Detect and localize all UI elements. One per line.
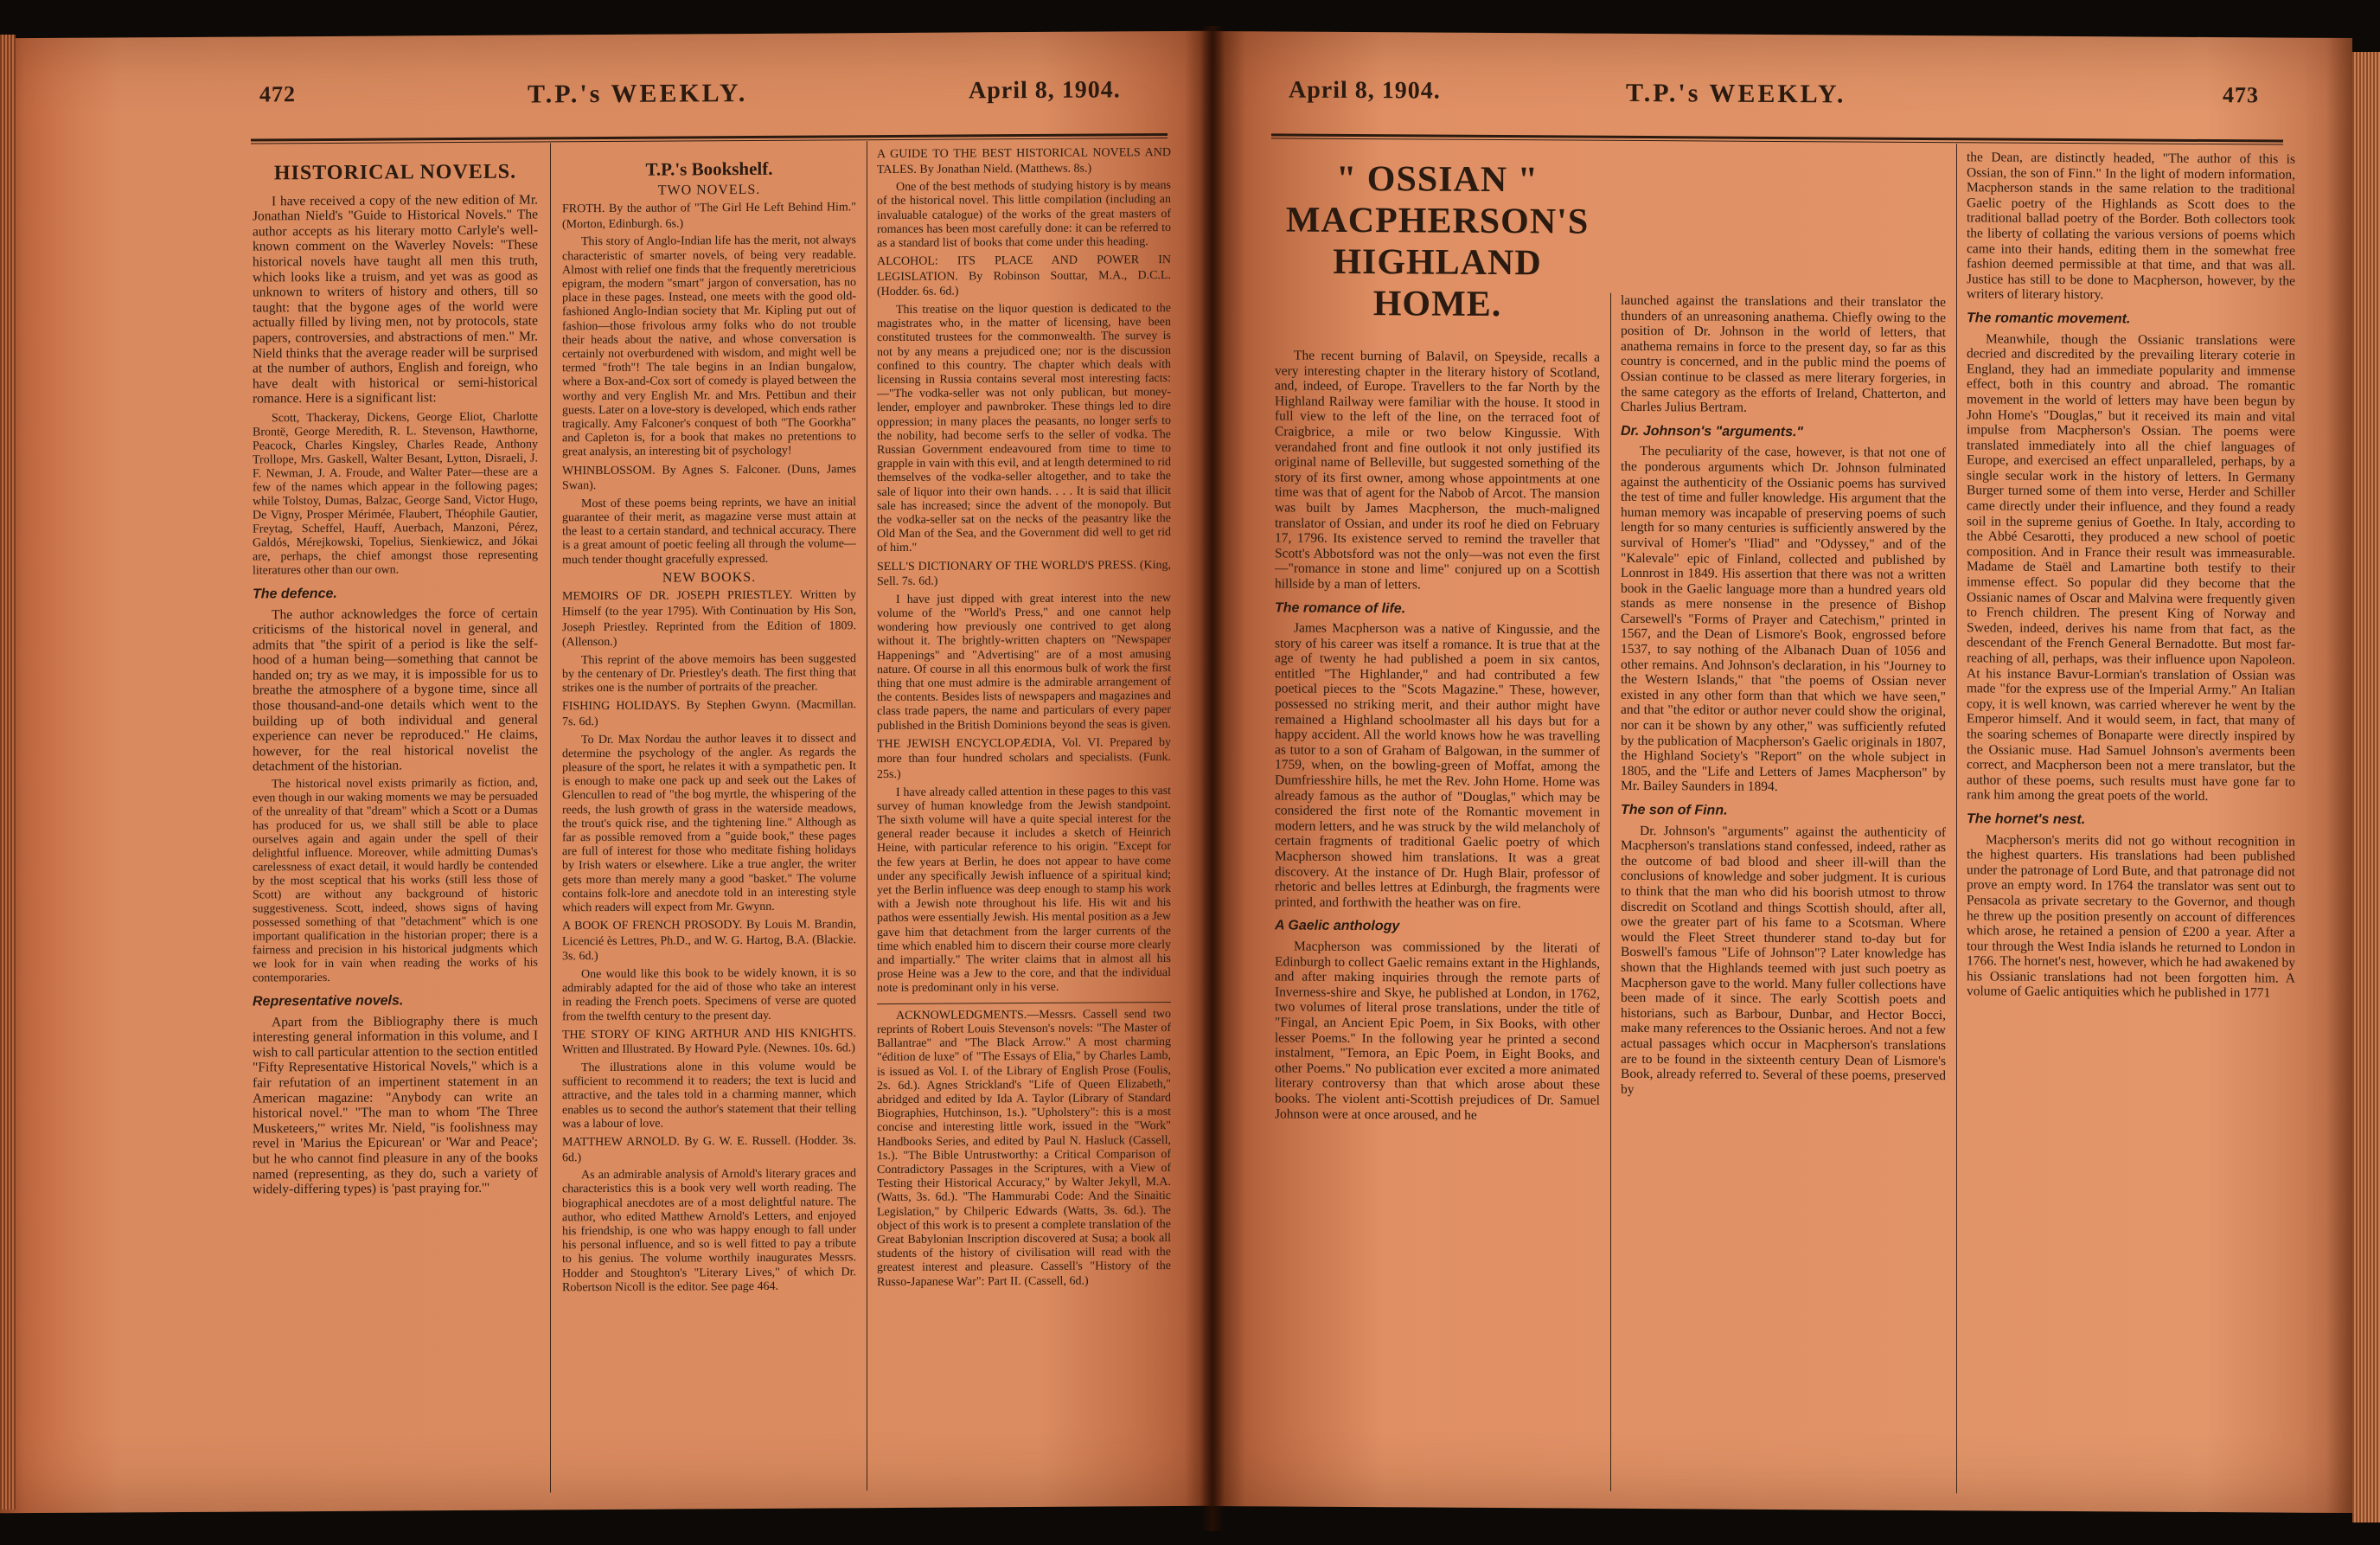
book-review: To Dr. Max Nordau the author leaves it to dissect and determine the psychology of the angler. As regards the pleasure of the sport, he relates it with a sympathetic pen. It is enough to make one pack up and seek out the Lakes of Glencullen to read of "the bog myrtle, the whispering of the reeds, the lush growth of grass in the waterside meadows, the trout's quick rise, and the tightening line." Although as far as possible removed from a "guide book," these pages are full of interest for those who meditate fishing holidays by Irish waters or elsewhere. Like a true angler, the writer gets more than merely many a good "basket." The volume contains folk-lore and anecdote told in an interesting style which readers will expect from Mr. Gwynn. (562, 731, 856, 915)
left-page (0, 31, 1211, 1514)
paragraph: The peculiarity of the case, however, is that not one of the ponderous arguments which Dr. Johnson fulminated against the authenticity of the Ossianic poems has survived the test of time and fuller knowledge. His argument that the human memory was incapable of preserving poems of such length for so many centuries is sufficiently answered by the survival of Homer's "Iliad" and "Odyssey," and of the "Kalevale" epic of Finland, collected and published by Lonnrost in 1849. His assertion that there was not a written book in the Gaelic language more than a hundred years old stands as mere nonsense in the presence of Bishop Carsewell's "Forms of Prayer and Catechism," printed in 1567, and the Dean of Lismore's Book, engrossed before 1537, to say nothing of the Albanach Duan of 1056 and other remains. And Johnson's declaration, in his "Journey to the Western Islands," that "the poems of Ossian never existed in any other form than that which we have seen," and that "the editor or author never could show the original, nor can it be shown by any other," was sufficiently refuted by the publication of Macpherson's Gaelic originals in 1807, the Highland Society's "Report" on the whole subject in 1805, and the "Life and Letters of James Macpherson" by Mr. Bailey Saunders in 1894. (1621, 444, 1946, 795)
column-historical-novels (253, 149, 538, 1500)
column-ossian-1 (1275, 145, 1600, 1497)
book-review: This story of Anglo-Indian life has the merit, not always characteristic of smarter novels, of being very readable. Almost with relief one finds that the frequently meretricious epigram, the modern "smart" jargon of conversation, has no place in these pages. Instead, one meets with the good old-fashioned Anglo-Indian society that Mr. Kipling put out of fashion—those frivolous army folks who do not trouble their heads about the native, and whose conversation is certainly not overburdened with wisdom, and might well be termed "froth"! The tale begins in an Indian bungalow, where a Box-and-Cox sort of comedy is played between the worthy and very English Mr. and Mrs. Pettibun and their guests. Later on a love-story is developed, which ends rather tragically. Amy Falconer's conquest of both "The Goorkha" and Capleton is, for a book that makes no pretentions to great analysis, an interesting bit of psychology! (562, 234, 856, 459)
book-edge-left (0, 35, 16, 1510)
paragraph: launched against the translations and their translator the thunders of an unreasoning anathema. Chiefly owing to the position of Dr. Johnson in the world of letters, that anathema remains in force to the present day, so far as this country is concerned, and in the public mind the poems of Ossian continue to be classed as mere literary forgeries, in the same category as the efforts of Ireland, Chatterton, and Charles Julius Bertram. (1621, 292, 1946, 415)
paragraph: I have received a copy of the new edition of Mr. Jonathan Nield's "Guide to Historical Novels." The author accepts as his literary motto Carlyle's well-known comment on the Waverley Novels: "These historical novels have taught all men this truth, which looks like a truism, and yet was as good as unknown to writers of history and others, till so taught: that the bygone ages of the world were actually filled by living men, not by protocols, state papers, controversies, and abstractions of men." Mr. Nield thinks that the average reader will be surprised at the number of authors, English and foreign, who have dealt with historical or semi-historical romance. Here is a significant list: (253, 192, 538, 407)
page-number-left: 472 (259, 81, 296, 107)
book-review: I have already called attention in these pages to this vast survey of human knowledge from the Jewish standpoint. The sixth volume will have a quite special interest for the general reader because it includes a sketch of Heinrich Heine, with particular reference to his origin. "Except for the few years at Berlin, he does not appear to have come under any specifically Jewish influence of a spiritual kind; yet the Berlin influence was deep enough to stamp his work with a Jewish note throughout his life. His wit and his pathos were essentially Jewish. His mental position as a Jew gave him that detachment from the larger currents of the time which enabled him to discern their course more clearly and impartially." The writer claims that in almost all his prose Heine was a Jew to the core, and that the individual note is predominant only in his verse. (877, 784, 1171, 996)
book-review: The illustrations alone in this volume would be sufficient to recommend it to readers; the text is lucid and attractive, and the tales told in a charming manner, which enables us to second the author's statement that their telling was a labour of love. (562, 1060, 856, 1132)
book-review: As an admirable analysis of Arnold's literary graces and characteristics this is a book very well worth reading. The biographical anecdotes are of a most delightful nature. The author, who edited Matthew Arnold's Letters, and enjoyed his friendship, is one who was happy enough to fall under his personal influence, and so is well fitted to pay a tribute to his genius. The volume worthily inaugurates Messrs. Hodder and Stoughton's "Literary Lives," of which Dr. Robertson Nicoll is the editor. See page 464. (562, 1167, 856, 1295)
book-entry-title: A BOOK OF FRENCH PROSODY. By Louis M. Brandin, Licencié ès Lettres, Ph.D., and W. G. Hartog, B.A. (Blackie. 3s. 6d.) (562, 918, 856, 964)
page-number-right: 473 (2223, 82, 2259, 108)
article-title: HISTORICAL NOVELS. (273, 160, 517, 185)
column-bookshelf (562, 147, 856, 1498)
publication-name-left: T.P.'s WEEKLY. (528, 78, 748, 109)
book-entry-title: ALCOHOL: ITS PLACE AND POWER IN LEGISLATION. By Robinson Souttar, M.A., D.C.L. (Hodder. 6s. 6d.) (877, 253, 1171, 299)
subheading-romance-of-life: The romance of life. (1275, 599, 1406, 616)
paragraph: Macpherson was commissioned by the literati of Edinburgh to collect Gaelic remains extant in the Highlands, and after making inquiries through the remote parts of Inverness-shire and Skye, he published at London, in 1762, two volumes of literal prose translations, under the title of "Fingal, an Ancient Epic Poem, in Six Books, with other lesser Poems." In the following year he printed a second instalment, "Temora, an Epic Poem, in Eight Books, and other Poems." No publication ever excited a more animated literary controversy than that which arose about these books. The violent anti-Scottish prejudices of Dr. Samuel Johnson were at once aroused, and he (1275, 939, 1600, 1123)
subheading-romantic-movement: The romantic movement. (1967, 311, 2131, 327)
book-entry-title: THE JEWISH ENCYCLOPÆDIA, Vol. VI. Prepared by more than four hundred scholars and specialists. (Funk. 25s.) (877, 735, 1171, 782)
book-entry-title: FROTH. By the author of "The Girl He Left Behind Him." (Morton, Edinburgh. 6s.) (562, 201, 856, 232)
column-rule (1956, 144, 1957, 1493)
section-heading-two-novels: TWO NOVELS. (657, 182, 761, 198)
paragraph: Macpherson's merits did not go without recognition in the highest quarters. His translations had been published under the patronage of Lord Bute, and that patronage did not prove an empty word. In 1764 the translator was sent out to Pensacola as private secretary to the Governor, and though he threw up the position presently on account of differences which arose, he retained a pension of £200 a year. After a tour through the West India islands he returned to London in 1766. The hornet's nest, however, which he had awakened by his Ossianic translations had not been forgotten him. A volume of Gaelic antiquities which he published in 1771 (1967, 831, 2295, 1001)
column-ossian-2 (1621, 293, 1946, 1497)
subheading-representative-novels: Representative novels. (253, 993, 404, 1010)
acknowledgments: ACKNOWLEDGMENTS.—Messrs. Cassell send two reprints of Robert Louis Stevenson's novels: "The Master of Ballantrae" and "The Black Arrow." A most charming "édition de luxe" of "The Essays of Elia," by Charles Lamb, is issued as Vol. I. of the Library of English Prose (Foulis, 2s. 6d.). Agnes Strickland's "Life of Queen Elizabeth," abridged and edited by Ida A. Taylor (Library of Standard Biographies, Hutchinson, 1s.). "Upholstery": this is a most concise and interesting little work, issued in the "Work" Handbooks Series, and edited by Paul N. Hasluck (Cassell, 1s.). "The Bible Untrustworthy: a Critical Comparison of Contradictory Passages in the Scriptures, with a View of Testing their Historical Accuracy," by Walter Jekyll, M.A. (Watts, 3s. 6d.). "The Hammurabi Code: And the Sinaitic Legislation," by Chilperic Edwards (Watts, 3s. 6d.). The object of this work is to present a complete translation of the Great Babylonian Inscription discovered at Susa; a book all students of the history of civilisation will read with the greatest interest and pleasure. Cassell's "History of the Russo-Japanese War": Part II. (Cassell, 6d.) (877, 1002, 1171, 1290)
publication-name-right: T.P.'s WEEKLY. (1626, 78, 1846, 109)
book-edge-right (2352, 52, 2380, 1523)
right-page (1211, 31, 2352, 1513)
book-entry-title: SELL'S DICTIONARY OF THE WORLD'S PRESS. (King, Sell. 7s. 6d.) (877, 558, 1171, 589)
subheading-gaelic-anthology: A Gaelic anthology (1275, 918, 1400, 934)
paragraph: the Dean, are distinctly headed, "The author of this is Ossian, the son of Finn." In the light of modern information, Macpherson stands in the same relation to the traditional Gaelic poetry of the Highlands as Scott does to the traditional ballad poetry of the Border. Both collectors took the liberty of collating the various versions of poems which came into their hands, editing them in the somewhat free fashion deemed permissible at that time, and that was all. Justice has still to be done to Macpherson, however, by the writers of literary history. (1967, 150, 2295, 303)
book-review: One would like this book to be widely known, it is so admirably adapted for the aid of those who take an interest in reading the French poets. Specimens of verse are quoted from the twelfth century to the present day. (562, 966, 856, 1023)
paragraph: The historical novel exists primarily as fiction, and, even though in our waking moments we may be persuaded of the unreality of that "dream" which a Scott or a Dumas has produced for us, we shall still be able to place ourselves again and again under the spell of their delightful influence. Moreover, while admitting Dumas's carelessness of exact detail, it would hardly be contended by the most sceptical that his works (still less those of Scott) are without any background of historic suggestiveness. Scott, indeed, shows signs of having possessed something of that "detachment" which is one important qualification in the historian proper; there is a fairness and precision in his historical judgments which we look for in vain when reading the works of his contemporaries. (253, 776, 538, 985)
article-title-ossian: " OSSIAN " MACPHERSON'S HIGHLAND HOME. (1285, 158, 1590, 325)
subheading-johnsons-arguments: Dr. Johnson's "arguments." (1621, 423, 1804, 439)
book-entry-title: THE STORY OF KING ARTHUR AND HIS KNIGHTS. Written and Illustrated. By Howard Pyle. (Newnes. 10s. 6d.) (562, 1027, 856, 1057)
paragraph: James Macpherson was a native of Kingussie, and the story of his career was itself a romance. It is true that at the age of twenty he had published a poem in six cantos, entitled "The Highlander," and had contributed a few poetical pieces to the "Scots Magazine." These, however, possessed no striking merit, and their author might have remained a Highland schoolmaster all his days but for a happy accident. All the world knows how he was travelling as tutor to a son of Graham of Balgowan, in the summer of 1759, when, on the bowling-green of Moffat, among the Dumfriesshire hills, he met the Rev. John Home. Home was already famous as the author of "Douglas," which may be considered the first note of the Romantic movement in modern letters, and he was struck by the wild melancholy of certain fragments of traditional Gaelic poetry of which Macpherson showed him translations. It was a great discovery. At the instance of Dr. Hugh Blair, professor of rhetoric and belles lettres at Edinburgh, the fragments were printed, and forthwith the heather was on fire. (1275, 620, 1600, 911)
subheading-son-of-finn: The son of Finn. (1621, 802, 1728, 818)
book-gutter (1200, 26, 1225, 1531)
book-entry-title: WHINBLOSSOM. By Agnes S. Falconer. (Duns, James Swan). (562, 462, 856, 493)
section-heading-new-books: NEW BOOKS. (662, 569, 757, 586)
column-rule (1610, 293, 1611, 1491)
book-entry-title: FISHING HOLIDAYS. By Stephen Gwynn. (Macmillan. 7s. 6d.) (562, 698, 856, 729)
author-list: Scott, Thackeray, Dickens, George Eliot, Charlotte Brontë, George Meredith, R. L. Stevenson, Hawthorne, Peacock, Charles Kingsley, Charles Reade, Anthony Trollope, Mrs. Gaskell, Walter Besant, Lytton, Disraeli, J. F. Newman, J. A. Froude, and Walter Pater—these are a few of the names which appear in the following pages; while Tolstoy, Dumas, Balzac, George Sand, Victor Hugo, De Vigny, Prosper Mérimée, Flaubert, Théophile Gautier, Freytag, Scheffel, Hauff, Auerbach, Manzoni, Pérez, Galdós, Mérejkowski, Topelius, Sienkiewicz, and Jókai are, perhaps, the chief amongst those representing literatures other than our own. (253, 410, 538, 578)
book-review: Most of these poems being reprints, we have an initial guarantee of their merit, as magazine verse must attain at the least to a certain standard, and technical accuracy. There is a great amount of poetic feeling all through the volume—much tender thought gracefully expressed. (562, 496, 856, 567)
issue-date-right: April 8, 1904. (1289, 76, 1441, 105)
subheading-defence: The defence. (253, 586, 337, 602)
paragraph: The recent burning of Balavil, on Speyside, recalls a very interesting chapter in the literary history of Scotland, and, indeed, of Europe. Travellers to the far North by the Highland Railway were familiar with the house. It stood in full view to the left of the line, on the terraced foot of Craigbrice, a mile or two below Kingussie. With verandahed front and fine outlook it not only justified its original name of Belleville, but suggested something of the story of its first owner, among whose appointments at one time was that of agent for the Nabob of Arcot. The mansion was built by James Macpherson, the much-maligned translator of Ossian, and under its roof he died on February 17, 1796. Its existence served to remind the traveller that Scott's Abbotsford was not the only—was not even the first—"romance in stone and lime" conjured up on a Scottish hillside by a man of letters. (1275, 348, 1600, 593)
book-review: I have just dipped with great interest into the new volume of the "World's Press," and one cannot help wondering how previously one contrived to get along without it. The brightly-written chapters on "Newspaper Happenings" and "Advertising" are of a most amusing nature. Of course in all this enormous bulk of work the first thing that one must admire is the admirable arrangement of the contents. Besides lists of newspapers and magazines and class trade papers, the name and particulars of every paper published in the British Dominions beyond the seas is given. (877, 591, 1171, 733)
book-review: This reprint of the above memoirs has been suggested by the centenary of Dr. Priestley's death. The first thing that strikes one is the number of portraits of the preacher. (562, 652, 856, 696)
book-entry-title: MEMOIRS OF DR. JOSEPH PRIESTLEY. Written by Himself (to the year 1795). With Continuation by His Son, Joseph Priestley. Reprinted from the Edition of 1809. (Allenson.) (562, 588, 856, 650)
column-book-notices (877, 145, 1171, 1497)
book-entry-title: MATTHEW ARNOLD. By G. W. E. Russell. (Hodder. 3s. 6d.) (562, 1134, 856, 1164)
book-review: This treatise on the liquor question is dedicated to the magistrates who, in the matter of licensing, have been constituted trustees for the commonwealth. The survey is not by any means a prejudiced one; nor is the discussion confined to this country. The chapter which deals with licensing in Russia contains several most interesting facts:—"The vodka-seller was not only publican, but money-lender, employer and pawnbroker. These things led to dire oppression; in many places the peasants, no longer serfs to the nobility, had become serfs to the seller of vodka. The Russian Government endeavoured from time to time to grapple in vain with this evil, and at length determined to rid themselves of the vodka-seller altogether, and to take the sale of liquor into their own hands. . . . It is said that illicit sale has increased; since the advent of the monopoly. But the vodka-seller sat on the necks of the peasantry like the Old Man of the Sea, and the Government did well to get rid of him." (877, 301, 1171, 555)
book-review: One of the best methods of studying history is by means of the historical novel. This little compilation (including an invaluable catalogue) of the works of the great masters of romances has been most carefully done: it can be referred to as a standard list of books that come under this heading. (877, 179, 1171, 251)
paragraph: Meanwhile, though the Ossianic translations were decried and discredited by the prevailing literary coterie in England, they had an immediate popularity and immense effect, both in this country and abroad. The romantic movement in the world of letters may have been begun by John Home's "Douglas," but it received its main and vital impulse from Macpherson's Ossian. The poems were translated immediately into all the chief languages of Europe, and exercised an effect unparalleled, perhaps, by a single secular work in the history of letters. In Germany Burger turned some of them into verse, Herder and Schiller came directly under their influence, and they found a ready soil in the supreme genius of Goethe. In Italy, according to the Abbé Cesarotti, they produced a new school of poetic composition. And in France their result was immeasurable. Madame de Staël and Lamartine both testify to their immense effect. So popular did they become that the Ossianic names of Oscar and Malvina were frequently given to French children. The present King of Norway and Sweden, indeed, derives his name from that fact, as the descendant of the French General Bernadotte. But most far-reaching of all, perhaps, was their influence upon Napoleon. At his instance Bavur-Lormian's translation of Ossian was made "for the express use of the Imperial Army." An Italian copy, it is well known, was carried wherever he went by the Emperor himself. And it would seem, in fact, that many of the soaring schemes of Bonaparte were directly inspired by the Ossianic muse. Had Samuel Johnson's averments been correct, and Macpherson been not a mere translator, but the author of these poems, such results must have gone far to rank him among the great poets of the world. (1967, 330, 2295, 805)
column-ossian-3 (1967, 150, 2295, 1501)
paragraph: Dr. Johnson's "arguments" against the authenticity of Macpherson's translations stand confessed, indeed, rather as the outcome of bad blood and sheer ill-will than the conclusions of knowledge and sober judgment. It is curious to think that the man who did his boorish utmost to throw discredit on Scotland and things Scottish should, after all, owe the greater part of his fame to a Scotsman. Where would the Fleet Street thunderer stand to-day but for Boswell's famous "Life of Johnson"? Later knowledge has shown that the Highlands teemed with just such poetry as Macpherson gave to the world. Many fuller collections have been made of it since. The early Scottish poets and historians, such as Barbour, Dunbar, and Hector Bocci, make many references to the Ossianic heroes. And not a few actual passages which occur in Macpherson's translations are to be found in the sixteenth century Dean of Lismore's Book, already referred to. Several of these poems, preserved by (1621, 823, 1946, 1097)
issue-date-left: April 8, 1904. (969, 76, 1121, 105)
book-entry-title: A GUIDE TO THE BEST HISTORICAL NOVELS AND TALES. By Jonathan Nield. (Matthews. 8s.) (877, 146, 1171, 176)
paragraph: The author acknowledges the force of certain criticisms of the historical novel in general, and admits that "the spirit of a period is like the self-hood of a human being—something that cannot be handed on; try as we may, it is impossible for us to breathe the atmosphere of a bygone time, since all those thousand-and-one details which went to the building up of both individual and general experience can never be reproduced." He claims, however, for the real historical novelist the detachment of the historian. (253, 605, 538, 774)
column-rule (550, 143, 551, 1492)
paragraph: Apart from the Bibliography there is much interesting general information in this volume, and I wish to call particular attention to the section entitled "Fifty Representative Historical Novels," which is a fair refutation of an impertinent statement in an American magazine: "Anybody can write an historical novel." "The man to whom 'The Three Musketeers,'" writes Mr. Nield, "is foolishness may revel in 'Marius the Epicurean' or 'War and Peace'; but he who cannot find pleasure in any of the books named (representing, as they do, such a variety of widely-differing types) is 'past praying for.'" (253, 1013, 538, 1197)
section-title-bookshelf: T.P.'s Bookshelf. (645, 157, 773, 180)
subheading-hornets-nest: The hornet's nest. (1967, 811, 2086, 828)
